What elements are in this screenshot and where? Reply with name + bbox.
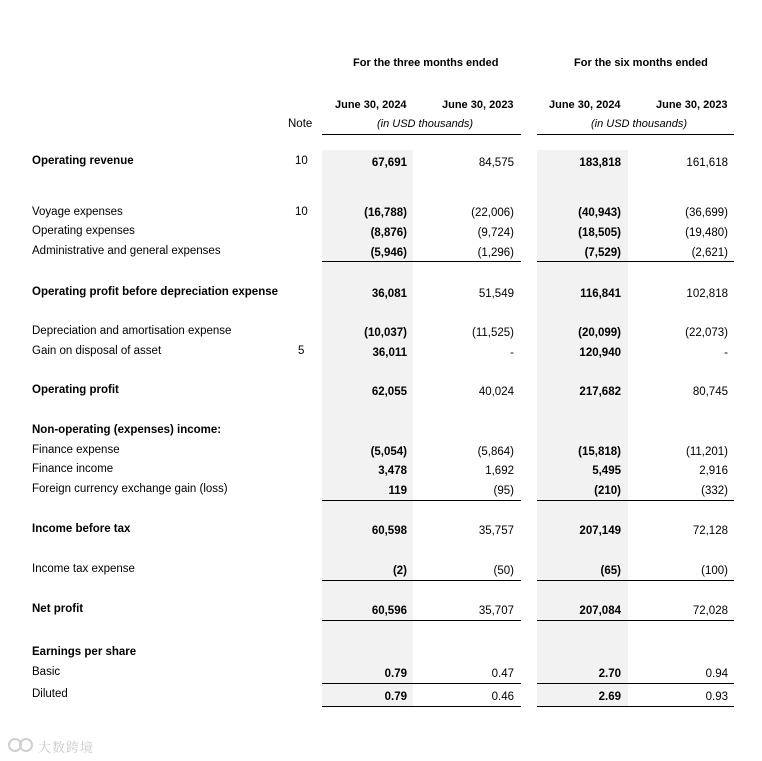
- cell-6m-2023: 102,818: [686, 288, 728, 300]
- cell-3m-2024: 36,011: [372, 347, 407, 359]
- cell-3m-2023: 51,549: [478, 288, 514, 300]
- cell-3m-2023: -: [510, 347, 514, 359]
- cell-6m-2024: (20,099): [578, 327, 621, 339]
- cell-6m-2023: 161,618: [686, 157, 728, 169]
- cell-6m-2023: (19,480): [685, 227, 728, 239]
- cell-6m-2024: (40,943): [578, 207, 621, 219]
- row-label: Finance expense: [32, 444, 120, 456]
- cell-3m-2023: 40,024: [478, 386, 514, 398]
- cell-3m-2023: (9,724): [477, 227, 514, 239]
- row-note: 10: [295, 155, 308, 167]
- row-label: Income tax expense: [32, 563, 135, 575]
- cell-6m-2024: (18,505): [578, 227, 621, 239]
- row-label: Foreign currency exchange gain (loss): [32, 483, 228, 495]
- row-label: Income before tax: [32, 523, 131, 535]
- cell-6m-2024: (15,818): [578, 446, 621, 458]
- cell-3m-2023: 84,575: [478, 157, 514, 169]
- row-note: 10: [295, 206, 308, 218]
- cell-3m-2023: (5,864): [477, 446, 514, 458]
- cell-3m-2024: 67,691: [371, 157, 407, 169]
- cell-3m-2024: 0.79: [384, 691, 407, 703]
- row-label: Finance income: [32, 463, 114, 475]
- cell-3m-2023: (22,006): [471, 207, 514, 219]
- cell-3m-2024: (8,876): [370, 227, 407, 239]
- cell-3m-2023: (11,525): [472, 327, 514, 339]
- rule-expenses-6m: [537, 261, 734, 262]
- row-label: Operating expenses: [32, 225, 135, 237]
- cell-6m-2023: 0.93: [705, 691, 728, 703]
- cell-6m-2023: 0.94: [705, 668, 728, 680]
- note-header: Note: [288, 118, 313, 130]
- rule-diluted-3m: [322, 706, 521, 707]
- cell-3m-2023: (1,296): [477, 247, 514, 259]
- cell-6m-2024: 2.70: [598, 668, 621, 680]
- row-note: 5: [298, 345, 305, 357]
- cell-6m-2023: -: [724, 347, 728, 359]
- rule-tax-3m: [322, 580, 521, 581]
- rule-expenses-3m: [322, 261, 521, 262]
- watermark-logo-icon: [8, 737, 34, 753]
- cell-3m-2024: 60,598: [371, 525, 407, 537]
- row-label: Voyage expenses: [32, 206, 123, 218]
- cell-6m-2024: (7,529): [584, 247, 621, 259]
- cell-3m-2023: 1,692: [485, 465, 514, 477]
- cell-6m-2023: 2,916: [699, 465, 728, 477]
- col-header-6m-2023: June 30, 2023: [656, 99, 728, 111]
- header-rule-3m: [322, 134, 521, 135]
- cell-6m-2023: (11,201): [686, 446, 728, 458]
- cell-6m-2024: 5,495: [592, 465, 621, 477]
- cell-3m-2024: 119: [388, 485, 407, 497]
- units-6m: (in USD thousands): [591, 118, 687, 130]
- rule-diluted-6m: [537, 706, 734, 707]
- units-3m: (in USD thousands): [377, 118, 473, 130]
- cell-6m-2024: 217,682: [579, 386, 621, 398]
- cell-3m-2023: (50): [493, 565, 514, 577]
- cell-3m-2024: (2): [392, 565, 407, 577]
- cell-6m-2023: (36,699): [685, 207, 728, 219]
- row-label: Gain on disposal of asset: [32, 345, 162, 357]
- rule-netprofit-3m: [322, 620, 521, 621]
- cell-3m-2024: (5,054): [370, 446, 407, 458]
- cell-3m-2024: 3,478: [378, 465, 407, 477]
- cell-3m-2023: (95): [493, 485, 514, 497]
- cell-6m-2024: 183,818: [579, 157, 621, 169]
- cell-6m-2023: (2,621): [691, 247, 728, 259]
- cell-6m-2023: 72,028: [692, 605, 728, 617]
- cell-3m-2023: 0.47: [491, 668, 514, 680]
- cell-6m-2024: (65): [600, 565, 621, 577]
- section-heading: Non-operating (expenses) income:: [32, 424, 222, 436]
- cell-3m-2023: 35,707: [478, 605, 514, 617]
- rule-netprofit-6m: [537, 620, 734, 621]
- header-rule-6m: [537, 134, 734, 135]
- cell-6m-2024: (210): [594, 485, 621, 497]
- rule-nonop-3m: [322, 500, 521, 501]
- cell-6m-2023: (22,073): [685, 327, 728, 339]
- row-label: Depreciation and amortisation expense: [32, 325, 232, 337]
- cell-6m-2023: (100): [701, 565, 728, 577]
- cell-6m-2024: 120,940: [579, 347, 621, 359]
- cell-3m-2024: (10,037): [364, 327, 407, 339]
- row-label: Operating profit: [32, 384, 119, 396]
- cell-6m-2024: 116,841: [580, 288, 621, 300]
- cell-3m-2024: (5,946): [370, 247, 407, 259]
- col-header-3m-2024: June 30, 2024: [335, 99, 407, 111]
- rule-basic-6m: [537, 683, 734, 684]
- cell-3m-2024: 36,081: [371, 288, 407, 300]
- col-header-3m-2023: June 30, 2023: [442, 99, 514, 111]
- cell-3m-2024: 62,055: [371, 386, 407, 398]
- row-label: Basic: [32, 666, 61, 678]
- cell-6m-2023: 72,128: [692, 525, 728, 537]
- cell-6m-2024: 2.69: [598, 691, 621, 703]
- watermark-text: 大数跨境: [38, 740, 95, 755]
- header-three-months: For the three months ended: [353, 57, 499, 69]
- cell-3m-2023: 0.46: [491, 691, 514, 703]
- row-label: Administrative and general expenses: [32, 245, 221, 257]
- rule-basic-3m: [322, 683, 521, 684]
- cell-3m-2024: (16,788): [364, 207, 407, 219]
- rule-nonop-6m: [537, 500, 734, 501]
- row-label: Diluted: [32, 688, 68, 700]
- cell-6m-2023: 80,745: [692, 386, 728, 398]
- cell-3m-2024: 60,596: [371, 605, 407, 617]
- cell-6m-2023: (332): [701, 485, 728, 497]
- row-label: Net profit: [32, 603, 84, 615]
- cell-3m-2023: 35,757: [478, 525, 514, 537]
- col-header-6m-2024: June 30, 2024: [549, 99, 621, 111]
- cell-6m-2024: 207,084: [579, 605, 621, 617]
- header-six-months: For the six months ended: [574, 57, 708, 69]
- row-label: Operating profit before depreciation expense: [32, 286, 279, 298]
- row-label: Operating revenue: [32, 155, 134, 167]
- rule-tax-6m: [537, 580, 734, 581]
- section-heading: Earnings per share: [32, 646, 137, 658]
- cell-6m-2024: 207,149: [579, 525, 621, 537]
- cell-3m-2024: 0.79: [384, 668, 407, 680]
